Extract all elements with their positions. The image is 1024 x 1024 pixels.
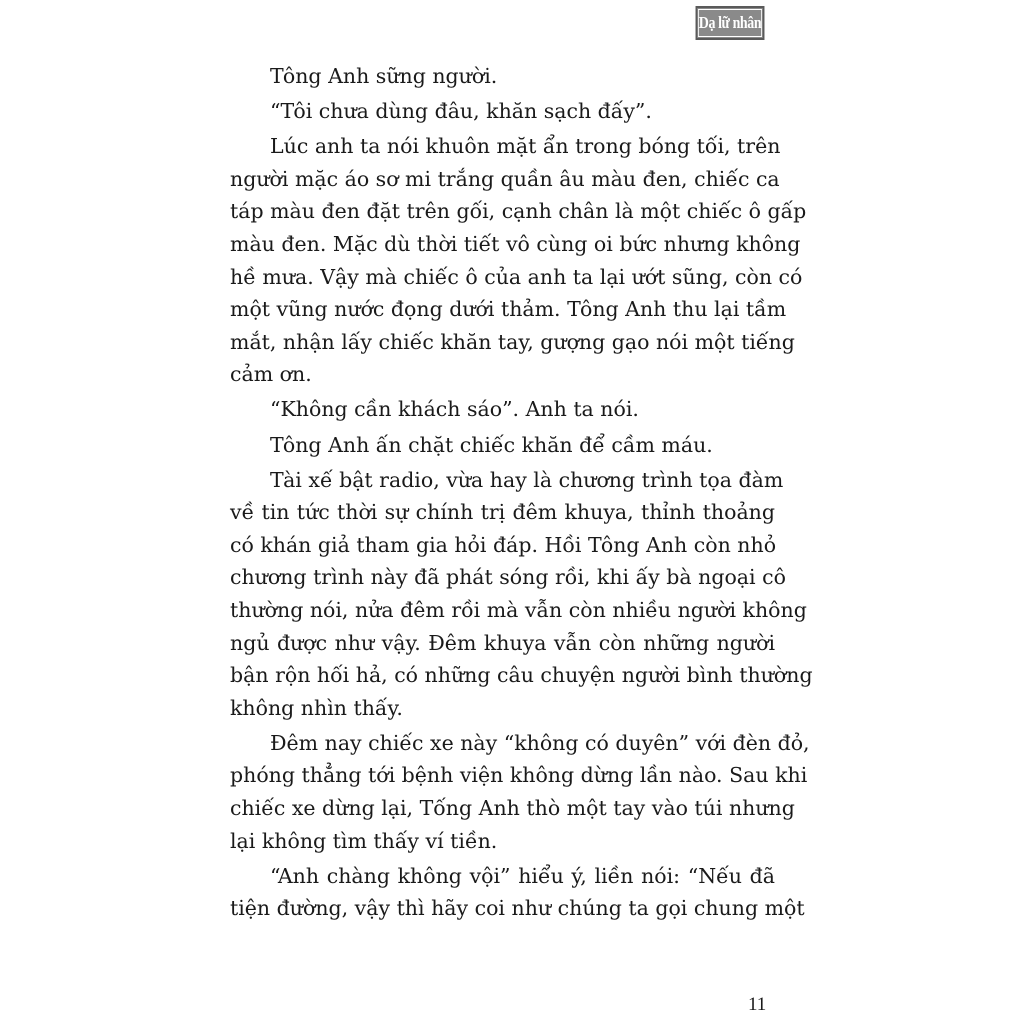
text-line: lại không tìm thấy ví tiền.: [230, 828, 498, 853]
text-line: Lúc anh ta nói khuôn mặt ẩn trong bóng tối, trên: [270, 134, 781, 159]
paragraph: [230, 130, 807, 391]
running-title: Dạ lữ nhân: [698, 13, 762, 32]
text-line: Tài xế bật radio, vừa hay là chương trình tọa đàm: [270, 467, 784, 492]
text-line: bận rộn hối hả, có những câu chuyện người bình thường: [230, 663, 813, 688]
text-line: không nhìn thấy.: [230, 695, 403, 720]
paragraph: [230, 393, 775, 426]
text-line: người mặc áo sơ mi trắng quần âu màu đen, chiếc ca: [230, 166, 780, 191]
text-line: tiện đường, vậy thì hãy coi như chúng ta gọi chung một: [230, 896, 805, 921]
text-line: cảm ơn.: [230, 362, 312, 387]
text-line: một vũng nước đọng dưới thảm. Tông Anh thu lại tầm: [230, 297, 787, 322]
text-line: Tông Anh sững người.: [270, 64, 498, 88]
text-line: phóng thẳng tới bệnh viện không dừng lần nào. Sau khi: [230, 763, 808, 788]
paragraph: [230, 60, 775, 93]
running-title-tab: [696, 6, 765, 40]
text-line: Đêm nay chiếc xe này “không có duyên” với đèn đỏ,: [270, 730, 810, 755]
text-line: hề mưa. Vậy mà chiếc ô của anh ta lại ướt sũng, còn có: [230, 264, 803, 289]
text-line: “Tôi chưa dùng đâu, khăn sạch đấy”.: [270, 99, 652, 124]
paragraph: [230, 860, 805, 925]
page-number: 11: [748, 994, 767, 1015]
text-line: chiếc xe dừng lại, Tống Anh thò một tay vào túi nhưng: [230, 796, 795, 821]
text-line: màu đen. Mặc dù thời tiết vô cùng oi bức nhưng không: [230, 231, 801, 256]
body-text: [230, 60, 813, 925]
text-line: Tông Anh ấn chặt chiếc khăn để cầm máu.: [270, 432, 713, 457]
paragraph: [230, 727, 810, 857]
text-line: “Không cần khách sáo”. Anh ta nói.: [270, 397, 639, 422]
paragraph: [230, 464, 813, 725]
text-line: chương trình này đã phát sóng rồi, khi ấy bà ngoại cô: [230, 565, 786, 590]
text-line: táp màu đen đặt trên gối, cạnh chân là một chiếc ô gấp: [230, 199, 807, 224]
paragraph: [230, 95, 775, 128]
text-line: thường nói, nửa đêm rồi mà vẫn còn nhiều người không: [230, 598, 807, 622]
text-line: về tin tức thời sự chính trị đêm khuya, thỉnh thoảng: [230, 500, 775, 525]
text-line: có khán giả tham gia hỏi đáp. Hồi Tông Anh còn nhỏ: [230, 532, 777, 557]
text-line: “Anh chàng không vội” hiểu ý, liền nói: “Nếu đã: [270, 863, 775, 888]
text-line: mắt, nhận lấy chiếc khăn tay, gượng gạo nói một tiếng: [230, 329, 795, 354]
paragraph: [230, 429, 775, 462]
text-line: ngủ được như vậy. Đêm khuya vẫn còn những người: [230, 630, 775, 655]
